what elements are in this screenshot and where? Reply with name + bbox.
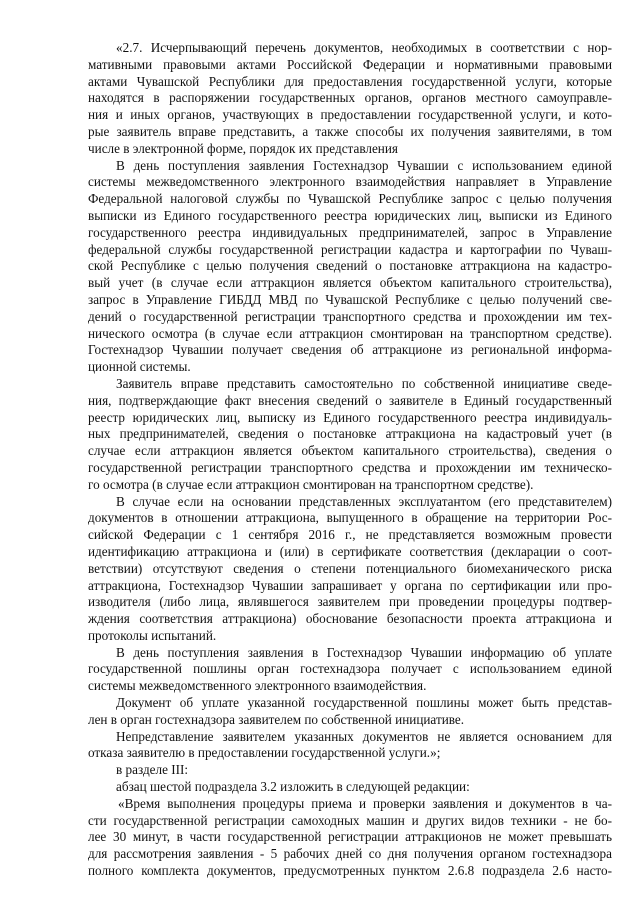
text-line: актами Чувашской Республики для предоставления государственной услуги, которые xyxy=(88,73,612,89)
text-line: числе в электронной форме, порядок их представления xyxy=(88,140,398,156)
text-line: государственного реестра индивидуальных предпринимателей, запрос в Управление xyxy=(88,224,612,240)
text-line: в разделе III: xyxy=(116,762,189,778)
text-line: случае если аттракцион является объектом капитального строительства), сведения о xyxy=(88,443,612,459)
text-line: для рассмотрения заявления - 5 рабочих дней со дня получения органом гостехнадзора xyxy=(88,846,612,862)
text-line: полного комплекта документов, предусмотренных пунктом 2.6.8 подраздела 2.6 насто- xyxy=(88,863,612,879)
text-line: «2.7. Исчерпывающий перечень документов, необходимых в соответствии с нор- xyxy=(116,40,612,55)
text-line: аттракциона, Гостехнадзор Чувашии запрашивает у органа по сертификации или про- xyxy=(88,577,612,593)
text-line: ждения соответствия аттракциона) обоснование безопасности проекта аттракциона и xyxy=(88,611,612,627)
text-line: идентификацию аттракциона и (или) в сертификате соответствия (декларации о соот- xyxy=(88,543,612,559)
text-line: государственной регистрации транспортного средства и прохождении им техническо- xyxy=(88,459,612,475)
text-line: абзац шестой подраздела 3.2 изложить в следующей редакции: xyxy=(116,779,470,795)
text-line: дений о государственной регистрации транспортного средства и прохождении им тех- xyxy=(88,308,612,324)
text-line: Непредставление заявителем указанных документов не является основанием для xyxy=(116,728,612,744)
text-line: сти государственной регистрации самоходных машин и других видов техники - не бо- xyxy=(88,812,612,828)
text-line: Документ об уплате указанной государственной пошлины может быть представ- xyxy=(116,695,612,711)
text-line: документов в отношении аттракциона, выпущенного в обращение на территории Рос- xyxy=(88,510,612,526)
text-line: нического осмотра (в случае если аттракцион смонтирован на транспортном средстве). xyxy=(88,325,612,341)
text-line: ветствии) отсутствуют сведения о степени потенциального биомеханического риска xyxy=(88,560,612,576)
text-line: федеральной службы государственной регистрации кадастра и картографии по Чуваш- xyxy=(88,241,612,257)
text-line: протоколы испытаний. xyxy=(88,627,217,643)
text-line: государственной пошлины орган гостехнадзора получает с использованием единой xyxy=(88,661,612,677)
text-line: лее 30 минут, в части государственной регистрации аттракционов не может превышать xyxy=(88,829,612,845)
text-line: ния и иных органов, участвующих в предоставлении государственной услуги, и кото- xyxy=(88,107,612,123)
text-line: запрос в Управление ГИБДД МВД по Чувашской Республике с целью получений све- xyxy=(88,291,612,307)
text-line: «Время выполнения процедуры приема и проверки заявления и документов в ча- xyxy=(118,795,612,811)
text-line: ния, подтверждающие факт внесения сведений о заявителе в Единый государственный xyxy=(88,392,612,408)
text-line: мативными правовыми актами Российской Федерации и нормативными правовыми xyxy=(88,56,612,72)
text-line: Заявитель вправе представить самостоятельно по собственной инициативе сведе- xyxy=(116,375,612,391)
text-line: ционной системы. xyxy=(88,359,191,375)
document-body xyxy=(88,40,612,880)
text-line: Гостехнадзор Чувашии получает сведения об аттракционе из региональной информа- xyxy=(88,342,612,358)
text-line: го осмотра (в случае если аттракцион смонтирован на транспортном средстве). xyxy=(88,476,534,492)
text-line: отказа заявителю в предоставлении государственной услуги.»; xyxy=(88,745,441,761)
text-line: В день поступления заявления Гостехнадзор Чувашии с использованием единой xyxy=(116,157,612,173)
text-line: Федеральной налоговой службы по Чувашской Республике запрос с целью получения xyxy=(88,191,612,207)
text-line: ской Республике с целью получения сведений о постановке аттракциона на кадастро- xyxy=(88,258,612,274)
text-line: лен в орган гостехнадзора заявителем по собственной инициативе. xyxy=(88,711,465,727)
text-line: системы межведомственного электронного взаимодействия. xyxy=(88,678,427,694)
text-line: изводителя (либо лица, являвшегося заявителем при проведении процедуры подтвер- xyxy=(88,594,612,610)
text-line: находятся в распоряжении государственных органов, органов местного самоуправле- xyxy=(88,90,612,106)
text-line: вый учет (в случае если аттракцион является объектом капитального строительства), xyxy=(88,275,612,291)
text-line: В случае если на основании представленных эксплуатантом (его представителем) xyxy=(116,493,612,509)
text-line: реестр юридических лиц, выписку из Единого государственного реестра индивидуаль- xyxy=(88,409,612,425)
text-line: рые заявитель вправе представить, а также способы их получения заявителями, в том xyxy=(88,123,612,139)
text-line: В день поступления заявления в Гостехнадзор Чувашии информацию об уплате xyxy=(116,644,612,660)
text-line: ных предпринимателей, сведения о постановке аттракциона на кадастровый учет (в xyxy=(88,426,612,442)
text-line: сийской Федерации с 1 сентября 2016 г., не представляется возможным провести xyxy=(88,527,612,543)
text-line: выписки из Единого государственного реестра юридических лиц, выписки из Единого xyxy=(88,207,612,223)
text-line: системы межведомственного электронного взаимодействия направляет в Управление xyxy=(88,174,612,190)
